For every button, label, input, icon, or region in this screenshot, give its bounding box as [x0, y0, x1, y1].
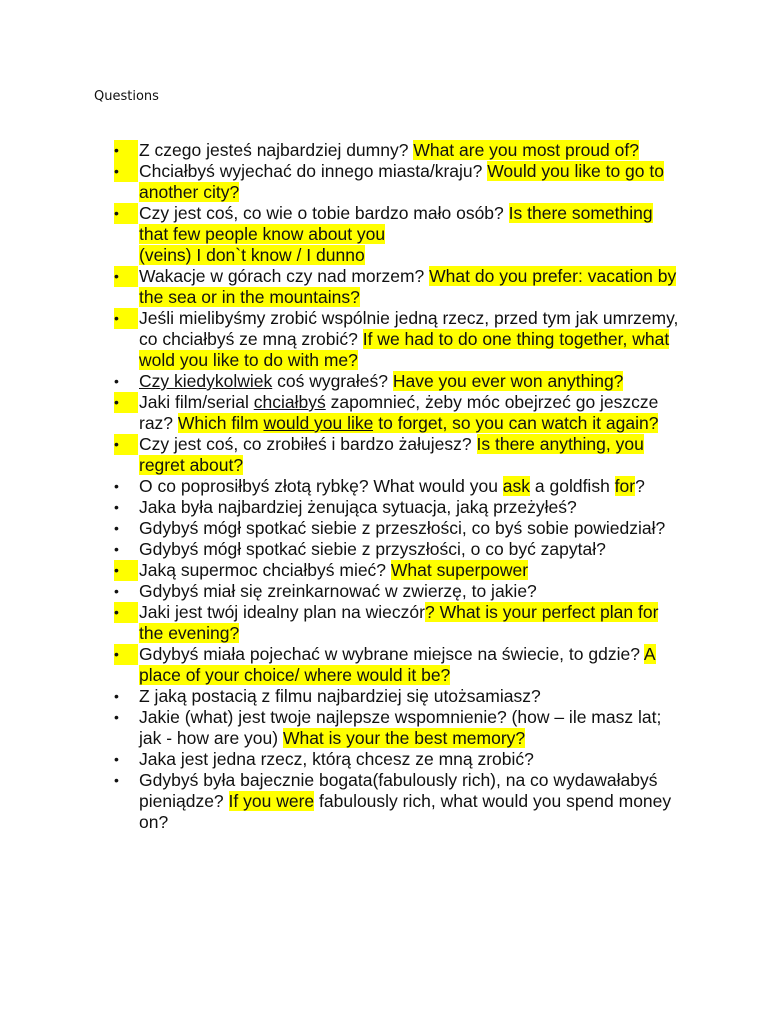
- bullet-icon: •: [114, 772, 119, 788]
- bullet-icon: •: [114, 266, 138, 287]
- list-item: [0, 518, 768, 539]
- question-text: Czy kiedykolwiek: [139, 371, 273, 391]
- list-item: [0, 308, 768, 371]
- bullet-icon: •: [114, 709, 119, 725]
- question-list: [0, 140, 768, 833]
- list-item: [0, 644, 768, 686]
- bullet-icon: •: [114, 751, 119, 767]
- question-text: Chciałbyś wyjechać do innego miasta/kraju?: [139, 161, 488, 181]
- question-text: Z jaką postacią z filmu najbardziej się utożsamiasz?: [139, 686, 541, 706]
- question-text: zapomnieć, żeby móc obejrzeć go jeszcze raz?: [139, 392, 659, 433]
- list-item: [0, 434, 768, 476]
- highlighted-text: Would you like to go to another city?: [139, 161, 664, 202]
- question-text: Jaka jest jedna rzecz, którą chcesz ze mną zrobić?: [139, 749, 534, 769]
- bullet-icon: •: [114, 434, 138, 455]
- question-text: Gdybyś mógł spotkać siebie z przeszłości, co byś sobie powiedział?: [139, 518, 666, 538]
- highlighted-text: Have you ever won anything?: [392, 371, 624, 391]
- question-text: Czy jest coś, co zrobiłeś i bardzo żałujesz?: [139, 434, 477, 454]
- highlighted-text: What superpower: [390, 560, 529, 580]
- list-item: [0, 203, 768, 266]
- bullet-icon: •: [114, 140, 138, 161]
- bullet-icon: •: [114, 373, 119, 389]
- list-item: [0, 140, 768, 161]
- highlighted-text: What is your the best memory?: [282, 728, 526, 748]
- bullet-icon: •: [114, 392, 138, 413]
- bullet-icon: •: [114, 520, 119, 536]
- highlighted-text: What are you most proud of?: [413, 140, 639, 160]
- list-item: [0, 161, 768, 203]
- list-item: [0, 770, 768, 833]
- list-item: [0, 581, 768, 602]
- bullet-icon: •: [114, 499, 119, 515]
- bullet-icon: •: [114, 644, 138, 665]
- question-text: Gdybyś mógł spotkać siebie z przyszłości, o co być zapytał?: [139, 539, 606, 559]
- list-item: [0, 749, 768, 770]
- highlighted-text: If you were: [228, 791, 315, 811]
- highlighted-text: to forget, so you can watch it again?: [373, 413, 659, 433]
- bullet-icon: •: [114, 602, 138, 623]
- list-item: [0, 560, 768, 581]
- list-item: [0, 707, 768, 749]
- question-text: Jaką supermoc chciałbyś mieć?: [139, 560, 391, 580]
- bullet-icon: •: [114, 560, 138, 581]
- list-item: [0, 476, 768, 497]
- question-text: Gdybyś miał się zreinkarnować w zwierzę, to jakie?: [139, 581, 537, 601]
- bullet-icon: •: [114, 161, 138, 182]
- question-text: Jakie (what) jest twoje najlepsze wspomnienie? (how – ile masz lat; jak - how are you): [139, 707, 662, 748]
- highlighted-text: Which film: [177, 413, 264, 433]
- list-item: [0, 392, 768, 434]
- question-text: Jaka była najbardziej żenująca sytuacja, jaką przeżyłeś?: [139, 497, 577, 517]
- list-item: [0, 371, 768, 392]
- highlighted-text: would you like: [263, 413, 374, 433]
- question-text: Gdybyś miała pojechać w wybrane miejsce na świecie, to gdzie?: [139, 644, 644, 664]
- question-text: Z czego jesteś najbardziej dumny?: [139, 140, 414, 160]
- question-text: Wakacje w górach czy nad morzem?: [139, 266, 430, 286]
- question-text: coś wygrałeś?: [272, 371, 393, 391]
- highlighted-text: Is there anything, you regret about?: [139, 434, 644, 475]
- bullet-icon: •: [114, 478, 119, 494]
- list-item: [0, 602, 768, 644]
- bullet-icon: •: [114, 308, 138, 329]
- question-text: Jeśli mielibyśmy zrobić wspólnie jedną rzecz, przed tym jak umrzemy, co chciałbyś ze mną zrobić?: [139, 308, 679, 349]
- list-item: [0, 497, 768, 518]
- question-text: a goldfish: [530, 476, 615, 496]
- bullet-icon: •: [114, 583, 119, 599]
- list-item: [0, 539, 768, 560]
- highlighted-text: for: [614, 476, 636, 496]
- page-title: Questions: [94, 89, 159, 104]
- question-text: ?: [635, 476, 645, 496]
- list-item: [0, 266, 768, 308]
- highlighted-text: Is there something that few people know about you: [139, 203, 653, 244]
- question-text: O co poprosiłbyś złotą rybkę? What would you: [139, 476, 503, 496]
- highlighted-text: A place of your choice/ where would it be?: [139, 644, 656, 685]
- question-text: chciałbyś: [253, 392, 326, 412]
- question-text: Gdybyś była bajecznie bogata(fabulously rich), na co wydawałabyś pieniądze?: [139, 770, 658, 811]
- bullet-icon: •: [114, 203, 138, 224]
- list-item: [0, 686, 768, 707]
- question-text: fabulously rich, what would you spend money on?: [139, 791, 672, 832]
- highlighted-text: What do you prefer: vacation by the sea or in the mountains?: [139, 266, 677, 307]
- highlighted-text: If we had to do one thing together, what wold you like to do with me?: [139, 329, 670, 370]
- bullet-icon: •: [114, 688, 119, 704]
- question-text: Jaki jest twój idealny plan na wieczór: [139, 602, 425, 622]
- highlighted-text: ask: [502, 476, 531, 496]
- question-text: Jaki film/serial: [139, 392, 254, 412]
- highlighted-text: (veins) I don`t know / I dunno: [139, 245, 365, 265]
- bullet-icon: •: [114, 541, 119, 557]
- highlighted-text: ? What is your perfect plan for the evening?: [139, 602, 659, 643]
- question-text: Czy jest coś, co wie o tobie bardzo mało osób?: [139, 203, 509, 223]
